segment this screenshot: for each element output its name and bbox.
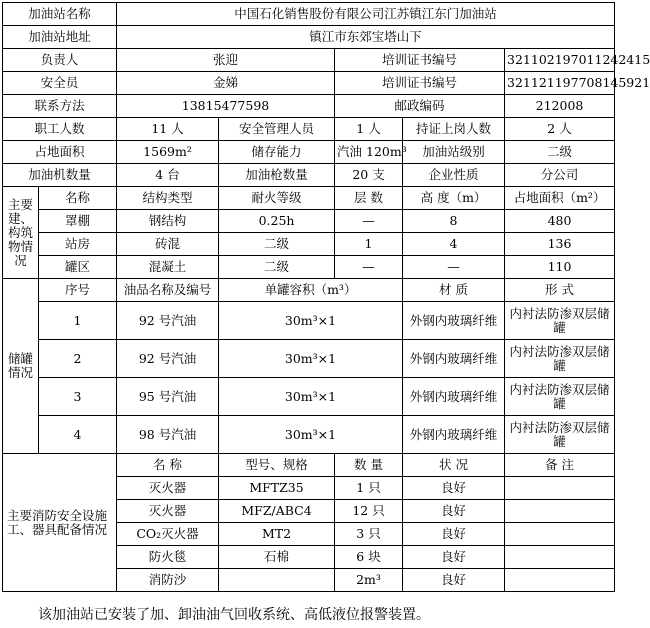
label-safety-cert: 培训证书编号 xyxy=(335,72,505,95)
value-station-address: 镇江市东郊宝塔山下 xyxy=(117,26,615,49)
table-row xyxy=(3,302,615,340)
table-row xyxy=(3,256,615,279)
tanks-section-label: 储罐情况 xyxy=(3,279,39,454)
value-safety-officer: 金娣 xyxy=(117,72,335,95)
fire-cell: 良好 xyxy=(403,477,505,500)
fire-cell xyxy=(505,523,615,546)
table-row xyxy=(3,210,615,233)
building-cell: 罐区 xyxy=(39,256,117,279)
value-safety-cert: 321121197708145921 xyxy=(505,72,615,95)
fire-cell: 1 只 xyxy=(335,477,403,500)
row-manager xyxy=(3,49,615,72)
tanks-header-cell: 油品名称及编号 xyxy=(117,279,219,302)
building-cell: 0.25h xyxy=(219,210,335,233)
row-area xyxy=(3,141,615,164)
tank-cell: 3 xyxy=(39,378,117,416)
value-manager-cert: 321102197011242415 xyxy=(505,49,615,72)
buildings-header-row xyxy=(3,187,615,210)
buildings-header-cell: 高 度（m） xyxy=(403,187,505,210)
building-cell: 8 xyxy=(403,210,505,233)
fire-header-cell: 数 量 xyxy=(335,454,403,477)
tank-cell: 外钢内玻璃纤维 xyxy=(403,302,505,340)
fire-cell: 灭火器 xyxy=(117,477,219,500)
building-cell: 砖混 xyxy=(117,233,219,256)
label-safety-mgmt: 安全管理人员 xyxy=(219,118,335,141)
value-nature: 分公司 xyxy=(505,164,615,187)
label-nozzles: 加油枪数量 xyxy=(219,164,335,187)
label-area: 占地面积 xyxy=(3,141,117,164)
buildings-header-cell: 耐火等级 xyxy=(219,187,335,210)
fire-cell xyxy=(219,569,335,592)
row-station-name xyxy=(3,3,615,26)
building-cell: — xyxy=(403,256,505,279)
tank-cell: 30m³×1 xyxy=(219,340,403,378)
label-contact: 联系方法 xyxy=(3,95,117,118)
building-cell: 110 xyxy=(505,256,615,279)
fire-section-label: 主要消防安全设施工、器具配备情况 xyxy=(3,454,117,592)
row-staff xyxy=(3,118,615,141)
fire-cell: 12 只 xyxy=(335,500,403,523)
value-dispensers: 4 台 xyxy=(117,164,219,187)
building-cell: 混凝土 xyxy=(117,256,219,279)
fire-cell xyxy=(505,569,615,592)
label-manager: 负责人 xyxy=(3,49,117,72)
fire-cell: 良好 xyxy=(403,569,505,592)
buildings-header-cell: 占地面积（m²） xyxy=(505,187,615,210)
fire-cell: 石棉 xyxy=(219,546,335,569)
station-info-table xyxy=(2,2,650,592)
tank-cell: 外钢内玻璃纤维 xyxy=(403,340,505,378)
tank-cell: 4 xyxy=(39,416,117,454)
label-nature: 企业性质 xyxy=(403,164,505,187)
fire-cell: 良好 xyxy=(403,500,505,523)
tank-cell: 30m³×1 xyxy=(219,416,403,454)
tank-cell: 内衬法防渗双层储罐 xyxy=(505,302,615,340)
fire-cell: 6 块 xyxy=(335,546,403,569)
fire-cell: 良好 xyxy=(403,523,505,546)
fire-cell xyxy=(505,546,615,569)
tanks-header-cell: 材 质 xyxy=(403,279,505,302)
table-row xyxy=(3,378,615,416)
buildings-header-cell: 层 数 xyxy=(335,187,403,210)
fire-cell: 灭火器 xyxy=(117,500,219,523)
tank-cell: 内衬法防渗双层储罐 xyxy=(505,378,615,416)
tanks-header-cell: 形 式 xyxy=(505,279,615,302)
label-staff: 职工人数 xyxy=(3,118,117,141)
building-cell: — xyxy=(335,256,403,279)
label-cert-staff: 持证上岗人数 xyxy=(403,118,505,141)
building-cell: 1 xyxy=(335,233,403,256)
tank-cell: 30m³×1 xyxy=(219,302,403,340)
tank-cell: 内衬法防渗双层储罐 xyxy=(505,340,615,378)
tank-cell: 外钢内玻璃纤维 xyxy=(403,378,505,416)
row-station-address xyxy=(3,26,615,49)
value-station-name: 中国石化销售股份有限公司江苏镇江东门加油站 xyxy=(117,3,615,26)
fire-header-cell: 型号、规格 xyxy=(219,454,335,477)
table-row xyxy=(3,340,615,378)
fire-cell: MFZ/ABC4 xyxy=(219,500,335,523)
tank-cell: 外钢内玻璃纤维 xyxy=(403,416,505,454)
row-dispensers xyxy=(3,164,615,187)
fire-cell: 2m³ xyxy=(335,569,403,592)
fire-header-row xyxy=(3,454,615,477)
value-area: 1569m² xyxy=(117,141,219,164)
building-cell: 480 xyxy=(505,210,615,233)
tank-cell: 92 号汽油 xyxy=(117,302,219,340)
building-cell: 罩棚 xyxy=(39,210,117,233)
row-safety-officer xyxy=(3,72,615,95)
fire-cell: 防火毯 xyxy=(117,546,219,569)
tank-cell: 30m³×1 xyxy=(219,378,403,416)
label-safety-officer: 安全员 xyxy=(3,72,117,95)
tank-cell: 92 号汽油 xyxy=(117,340,219,378)
fire-cell: CO₂灭火器 xyxy=(117,523,219,546)
label-station-address: 加油站地址 xyxy=(3,26,117,49)
tank-cell: 内衬法防渗双层储罐 xyxy=(505,416,615,454)
value-cert-staff: 2 人 xyxy=(505,118,615,141)
label-dispensers: 加油机数量 xyxy=(3,164,117,187)
fire-header-cell: 状 况 xyxy=(403,454,505,477)
fire-cell: 良好 xyxy=(403,546,505,569)
tanks-header-row xyxy=(3,279,615,302)
building-cell: 二级 xyxy=(219,233,335,256)
value-postcode: 212008 xyxy=(505,95,615,118)
value-manager: 张迎 xyxy=(117,49,335,72)
label-storage: 储存能力 xyxy=(219,141,335,164)
value-contact: 13815477598 xyxy=(117,95,335,118)
fire-header-cell: 备 注 xyxy=(505,454,615,477)
fire-header-cell: 名 称 xyxy=(117,454,219,477)
building-cell: — xyxy=(335,210,403,233)
label-station-name: 加油站名称 xyxy=(3,3,117,26)
tank-cell: 2 xyxy=(39,340,117,378)
tanks-header-cell: 单罐容积（m³） xyxy=(219,279,403,302)
fire-cell: 消防沙 xyxy=(117,569,219,592)
table-row xyxy=(3,233,615,256)
building-cell: 136 xyxy=(505,233,615,256)
footer-note: 该加油站已安装了加、卸油油气回收系统、高低液位报警装置。 xyxy=(38,607,430,623)
value-safety-mgmt: 1 人 xyxy=(335,118,403,141)
label-level: 加油站级别 xyxy=(403,141,505,164)
tank-cell: 1 xyxy=(39,302,117,340)
fire-cell: MFTZ35 xyxy=(219,477,335,500)
building-cell: 二级 xyxy=(219,256,335,279)
label-postcode: 邮政编码 xyxy=(335,95,505,118)
value-level: 二级 xyxy=(505,141,615,164)
label-manager-cert: 培训证书编号 xyxy=(335,49,505,72)
table-row xyxy=(3,416,615,454)
value-storage: 汽油 120m³ xyxy=(335,141,403,164)
fire-cell: MT2 xyxy=(219,523,335,546)
fire-cell: 3 只 xyxy=(335,523,403,546)
fire-cell xyxy=(505,500,615,523)
buildings-header-cell: 结构类型 xyxy=(117,187,219,210)
building-cell: 钢结构 xyxy=(117,210,219,233)
value-nozzles: 20 支 xyxy=(335,164,403,187)
tanks-header-cell: 序号 xyxy=(39,279,117,302)
fire-cell xyxy=(505,477,615,500)
building-cell: 站房 xyxy=(39,233,117,256)
tank-cell: 98 号汽油 xyxy=(117,416,219,454)
buildings-section-label: 主要建、构筑物情况 xyxy=(3,187,39,279)
buildings-header-cell: 名称 xyxy=(39,187,117,210)
tank-cell: 95 号汽油 xyxy=(117,378,219,416)
value-staff: 11 人 xyxy=(117,118,219,141)
building-cell: 4 xyxy=(403,233,505,256)
row-contact xyxy=(3,95,615,118)
